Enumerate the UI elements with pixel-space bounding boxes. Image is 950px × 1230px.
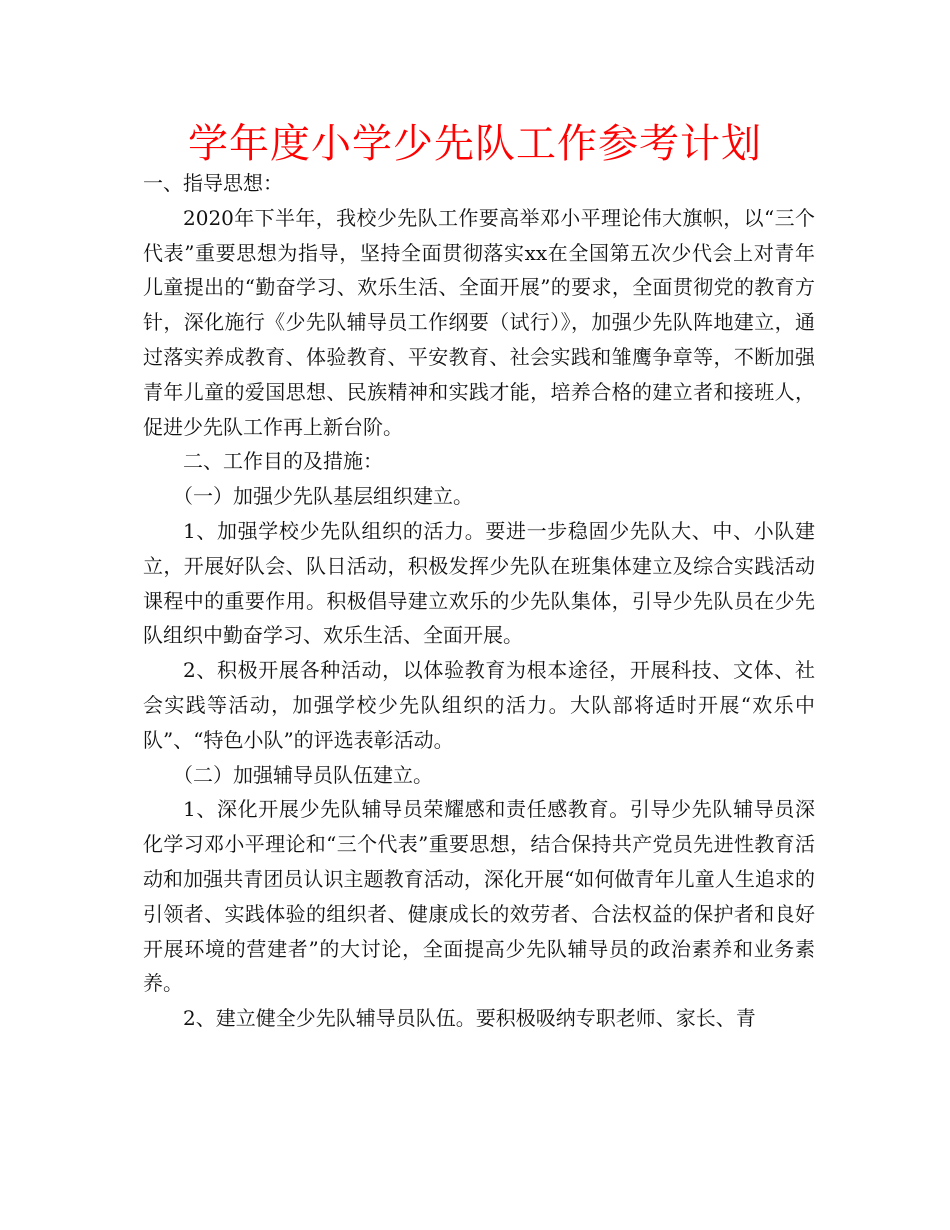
subsection-heading-counselors: （二）加强辅导员队伍建立。 [173,762,433,787]
subsection-heading-organization: （一）加强少先队基层组织建立。 [173,484,473,509]
document-title: 学年度小学少先队工作参考计划 [188,121,762,167]
paragraph-counselors-item-2: 2、建立健全少先队辅导员队伍。要积极吸纳专职老师、家长、青 [183,1006,756,1031]
paragraph-counselors-item-1: 1、深化开展少先队辅导员荣耀感和责任感教育。引导少先队辅导员深化学习邓小平理论和“三个代表”重要思想，结合保持共产党员先进性教育活动和加强共青团员认识主题教育活动，深化开展“如何做青年儿童人生追求的引领者、实践体验的组织者、健康成长的效劳者、合法权益的保护者和良好开展环境的营建者”的大讨论，全面提高少先队辅导员的政治素养和业务素养。 [143,797,815,996]
paragraph-guiding-ideology: 2020年下半年，我校少先队工作要高举邓小平理论伟大旗帜，以“三个代表”重要思想为指导，坚持全面贯彻落实xx在全国第五次少代会上对青年儿童提出的“勤奋学习、欢乐生活、全面开展”的要求，全面贯彻党的教育方针，深化施行《少先队辅导员工作纲要（试行）》，加强少先队阵地建立，通过落实养成教育、体验教育、平安教育、社会实践和雏鹰争章等，不断加强青年儿童的爱国思想、民族精神和实践才能，培养合格的建立者和接班人，促进少先队工作再上新台阶。 [143,205,815,439]
document-body [143,166,815,1036]
paragraph-organization-item-1: 1、加强学校少先队组织的活力。要进一步稳固少先队大、中、小队建立，开展好队会、队日活动，积极发挥少先队在班集体建立及综合实践活动课程中的重要作用。积极倡导建立欢乐的少先队集体，引导少先队员在少先队组织中勤奋学习、欢乐生活、全面开展。 [143,518,815,648]
section-heading-guiding-ideology: 一、指导思想： [143,171,283,195]
section-heading-goals-measures: 二、工作目的及措施： [183,449,383,474]
paragraph-organization-item-2: 2、积极开展各种活动，以体验教育为根本途径，开展科技、文体、社会实践等活动，加强学校少先队组织的活力。大队部将适时开展“欢乐中队”、“特色小队”的评选表彰活动。 [143,658,815,752]
